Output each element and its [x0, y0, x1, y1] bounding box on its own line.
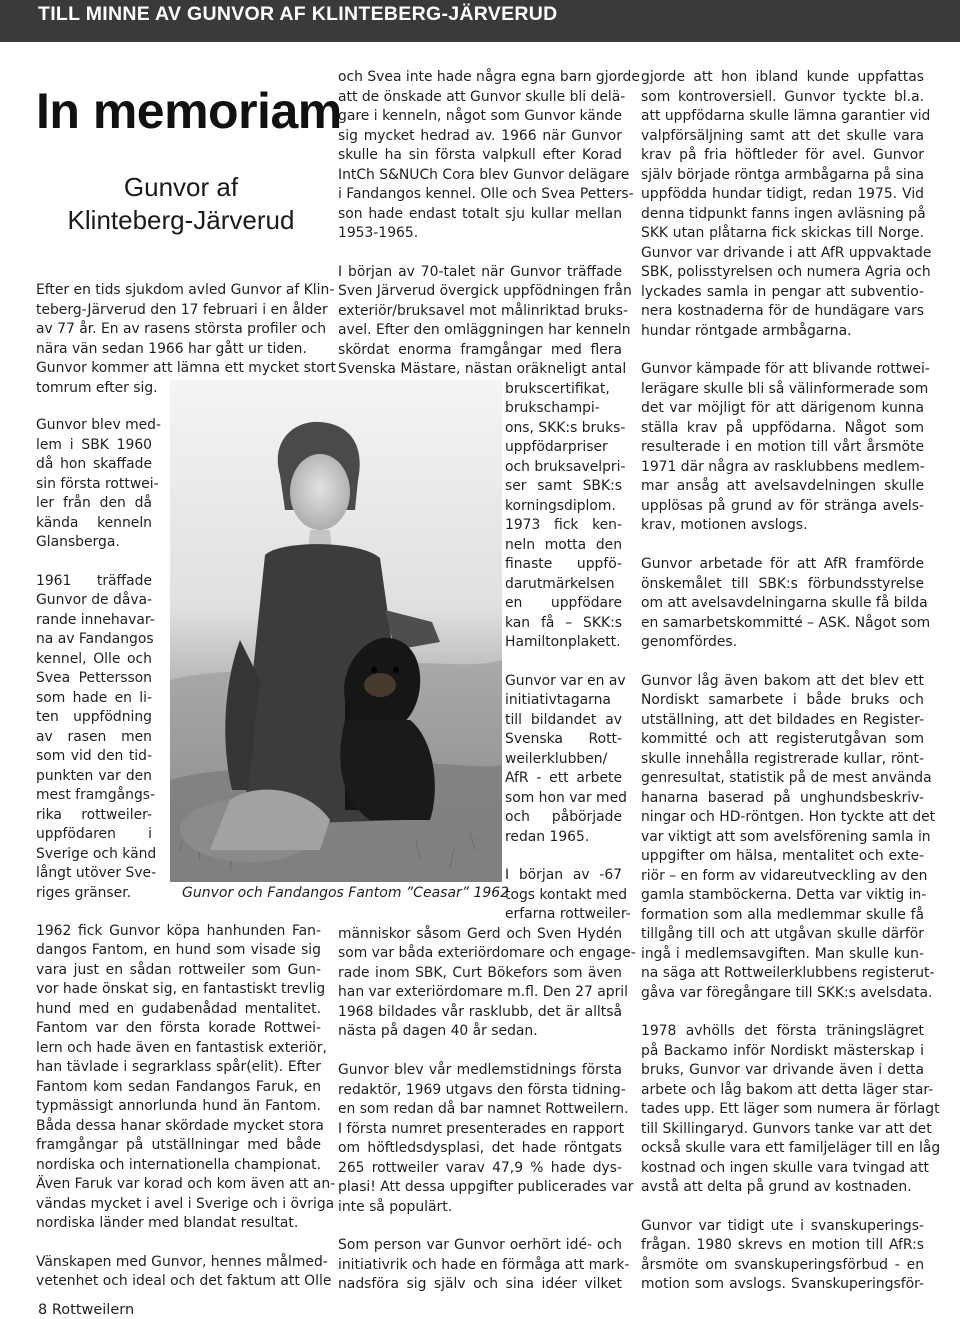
col2-narrow-line: weilerklubben/: [505, 751, 608, 767]
col3-line: Gunvor var drivande i att AfR uppvaktade: [641, 245, 932, 261]
col3-line: 1978 avhölls det första träningslägret: [641, 1023, 924, 1039]
photo-caption: Gunvor och Fandangos Fantom ”Ceasar” 1962: [182, 885, 510, 901]
col3-line: lerägare skulle bli så välinformerade som: [641, 381, 929, 397]
col2-narrow-line: kan få – SKK:s: [505, 615, 622, 631]
col3-line: som kontroversiell. Gunvor tyckte bl.a.: [641, 89, 924, 105]
col1-narrow-line: Gunvor de dåva-: [36, 592, 153, 608]
col1-bottom-line: han tävlade i segrarklass spår(elit). Efter: [36, 1059, 321, 1075]
col1-narrow-line: Sverige och känd: [36, 846, 157, 862]
col2-bottom-line: plasi! Att dessa uppgifter publicerades var: [338, 1179, 634, 1195]
col2-top-line: son hade endast totalt sju kullar mellan: [338, 206, 622, 222]
col1-narrow-line: Svea Pettersson: [36, 670, 152, 686]
col1-intro-line: Efter en tids sjukdom avled Gunvor af Klin-: [36, 282, 335, 298]
col3-line: gamla stamböckerna. Detta var viktig in-: [641, 887, 927, 903]
col2-top-line: I början av 70-talet när Gunvor träffade: [338, 264, 622, 280]
col1-narrow-line: riges gränser.: [36, 885, 132, 901]
col2-top-line: avel. Efter den omläggningen har kenneln: [338, 322, 631, 338]
col1-narrow-line: långt utöver Sve-: [36, 865, 157, 881]
col1-bottom-line: Fantom kom sedan Fandangos Faruk, en: [36, 1079, 321, 1095]
col2-narrow-line: erfarna rottweiler-: [505, 906, 631, 922]
col1-bottom-line: framgångar på utställningar med både: [36, 1137, 321, 1153]
col2-bottom-line: han var exteriördomare m.fl. Den 27 april: [338, 984, 629, 1000]
col3-line: utställning, att det bildades en Register-: [641, 712, 924, 728]
col1-narrow-line: lem i SBK 1960: [36, 437, 152, 453]
col2-bottom-line: Som person var Gunvor oerhört idé- och: [338, 1237, 622, 1253]
col1-narrow-line: ten uppfödning: [36, 709, 152, 725]
col1-bottom-line: hund med en gudabenådad mentalitet.: [36, 1001, 321, 1017]
col3-line: mar ansåg att avelsavdelningen skulle: [641, 478, 924, 494]
col2-narrow-line: som hon var med: [505, 790, 627, 806]
col3-line: Gunvor låg även bakom att det blev ett: [641, 673, 924, 689]
col3-line: ingå i medlemsavgiften. Man skulle kun-: [641, 946, 924, 962]
col3-line: krav, motionen avslogs.: [641, 517, 808, 533]
col3-line: nera kostnaderna för de hundägare vars: [641, 303, 924, 319]
col3-line: uppgifter om hälsa, mentalitet och exte-: [641, 848, 924, 864]
col3-line: motion som avslogs. Svanskuperingsför-: [641, 1276, 924, 1292]
col1-narrow-line: Gunvor blev med-: [36, 417, 161, 433]
col2-top-line: exteriör/bruksavel mot målinriktad bruks-: [338, 303, 629, 319]
col1-narrow-line: na av Fandangos: [36, 631, 154, 647]
col2-bottom-line: nästa på dagen 40 år sedan.: [338, 1023, 538, 1039]
col2-top-line: och Svea inte hade några egna barn gjorde: [338, 69, 640, 85]
col3-line: kommitté och att registerutgåvan som: [641, 731, 924, 747]
col2-top-line: att de önskade att Gunvor skulle bli delä-: [338, 89, 626, 105]
col3-line: det var möjligt för att därigenom kunna: [641, 400, 924, 416]
col1-narrow-line: av rasen men: [36, 729, 152, 745]
col3-line: också skulle vara ett familjeläger till en låg: [641, 1140, 941, 1156]
portrait-photo: [170, 380, 502, 882]
col1-bottom-line: 1962 fick Gunvor köpa hanhunden Fan-: [36, 923, 321, 939]
col3-line: genomfördes.: [641, 634, 738, 650]
col2-narrow-line: Hamiltonplakett.: [505, 634, 621, 650]
col3-line: Nordiskt samarbete i både bruks och: [641, 692, 924, 708]
col1-bottom-line: lern och hade även en fantastisk exteriör,: [36, 1040, 327, 1056]
col2-narrow-line: brukscertifikat,: [505, 381, 610, 397]
col1-narrow-line: mest framgångs-: [36, 787, 156, 803]
col2-top-line: 1953-1965.: [338, 225, 419, 241]
col2-narrow-line: ons, SKK:s bruks-: [505, 420, 626, 436]
col1-bottom-line: nordiska och internationella championat.: [36, 1157, 321, 1173]
col3-line: na säga att Rottweilerklubbens registerut-: [641, 965, 935, 981]
col1-bottom-line: Fantom var den första korade Rottwei-: [36, 1020, 321, 1036]
col2-bottom-line: om höftledsdysplasi, det hade röntgats: [338, 1140, 622, 1156]
col2-bottom-line: nadsföra sig själv och sina idéer vilket: [338, 1276, 622, 1292]
col2-bottom-line: människor såsom Gerd och Sven Hydén: [338, 926, 622, 942]
col3-line: gjorde att hon ibland kunde uppfattas: [641, 69, 924, 85]
page-number: 8 Rottweilern: [38, 1302, 135, 1318]
col3-line: skulle innehålla registrerade kullar, rönt-: [641, 751, 924, 767]
col3-line: gåva var föregångare till SKK:s avelsdata.: [641, 985, 933, 1001]
col2-narrow-line: en uppfödare: [505, 595, 622, 611]
col3-line: Gunvor arbetade för att AfR framförde: [641, 556, 924, 572]
col3-line: denna tidpunkt fanns ingen avläsning på: [641, 206, 926, 222]
col2-narrow-line: till bildandet av: [505, 712, 622, 728]
col3-line: uppfödda hundar tidigt, redan 1975. Vid: [641, 186, 924, 202]
col3-line: krav på fria höftleder för avel. Gunvor: [641, 147, 924, 163]
col3-line: ningar och HD-röntgen. Hon tyckte att det: [641, 809, 936, 825]
col2-narrow-line: initiativtagarna: [505, 692, 611, 708]
col3-line: ställa krav på uppfödarna. Något som: [641, 420, 924, 436]
col2-bottom-line: 1968 bildades vår rasklubb, det är alltså: [338, 1004, 622, 1020]
col1-intro-line: av 77 år. En av rasens största profiler och: [36, 321, 327, 337]
col3-line: kostnad och ingen skulle vara tvingad att: [641, 1160, 929, 1176]
page-title: In memoriam: [36, 83, 342, 139]
col1-narrow-line: kennel, Olle och: [36, 651, 152, 667]
photo-illustration: [170, 380, 502, 882]
col2-bottom-line: en som redan då bar namnet Rottweilern.: [338, 1101, 629, 1117]
col3-line: upplösas på grund av för stränga avels-: [641, 498, 924, 514]
col1-narrow-line: sin första rottwei-: [36, 476, 159, 492]
col3-line: formation som alla medlemmar skulle få: [641, 907, 924, 923]
col2-narrow-line: uppfödarpriser: [505, 439, 608, 455]
col1-bottom-line: Även Faruk var korad och kom även att an-: [36, 1176, 336, 1192]
col2-top-line: Sven Järverud övergick uppfödningen från: [338, 283, 632, 299]
col2-top-line: i Fandangos kennel. Olle och Svea Petters-: [338, 186, 634, 202]
col1-narrow-line: rande innehavar-: [36, 612, 155, 628]
col3-line: till Skillingaryd. Gunvors tanke var att det: [641, 1121, 932, 1137]
col3-line: resulterade i en motion till vårt årsmöte: [641, 439, 924, 455]
col1-narrow-line: uppfödaren i: [36, 826, 152, 842]
col2-narrow-line: korningsdiplom.: [505, 498, 616, 514]
col3-line: att uppfödarna skulle lämna garantier vid: [641, 108, 931, 124]
col3-line: årsmöte om svanskuperingsförbud - en: [641, 1257, 924, 1273]
col2-narrow-line: 1973 fick ken-: [505, 517, 622, 533]
col3-line: genresultat, statistik på de mest använda: [641, 770, 932, 786]
section-header-label: TILL MINNE AV GUNVOR AF KLINTEBERG-JÄRVERUD: [38, 3, 558, 25]
col3-line: själv började röntga armbågarna på sina: [641, 167, 924, 183]
col3-line: om att avelsavdelningarna skulle få bilda: [641, 595, 928, 611]
col2-top-line: gare i kenneln, något som Gunvor kände: [338, 108, 622, 124]
col2-narrow-line: och bruksavelpri-: [505, 459, 626, 475]
col1-intro-line: nära vän sedan 1966 har gått ur tiden.: [36, 341, 307, 357]
col1-narrow-line: 1961 träffade: [36, 573, 152, 589]
col1-intro-line: Gunvor kommer att lämna ett mycket stort: [36, 360, 336, 376]
col2-narrow-line: och påbörjade: [505, 809, 622, 825]
col3-line: riör – en form av vidareutveckling av den: [641, 868, 928, 884]
col2-narrow-line: brukschampi-: [505, 400, 600, 416]
col1-intro-line: tomrum efter sig.: [36, 380, 158, 396]
col1-bottom-line: vor hade önskat sig, en fantastiskt trevlig: [36, 981, 326, 997]
col2-narrow-line: neln motta den: [505, 537, 622, 553]
col3-line: lyckades samla in pengar att subventio-: [641, 284, 924, 300]
col3-line: frågan. 1980 skrevs en motion till AfR:s: [641, 1237, 924, 1253]
col1-bottom-line: vara just en sådan rottweiler som Gun-: [36, 962, 321, 978]
col2-bottom-line: inte så populärt.: [338, 1199, 453, 1215]
col3-line: en samarbetskommitté – ASK. Något som: [641, 615, 931, 631]
col2-narrow-line: Gunvor var en av: [505, 673, 626, 689]
col2-narrow-line: finaste uppfö-: [505, 556, 622, 572]
col2-narrow-line: Svenska Rott-: [505, 731, 622, 747]
col3-line: tades upp. Ett läger som numera är förlagt: [641, 1101, 940, 1117]
col1-bottom-line: Vänskapen med Gunvor, hennes målmed-: [36, 1254, 328, 1270]
section-header-bar: [0, 0, 960, 42]
col2-bottom-line: redaktör, 1969 utgavs den första tidning-: [338, 1082, 626, 1098]
col1-narrow-line: då hon skaffade: [36, 456, 152, 472]
col3-line: valpförsäljning samt att det skulle vara: [641, 128, 924, 144]
col2-bottom-line: som var båda exteriördomare och engage-: [338, 945, 636, 961]
col2-narrow-line: togs kontakt med: [505, 887, 628, 903]
col1-bottom-line: vändas mycket i avel i Sverige och i övriga: [36, 1196, 335, 1212]
col3-line: arbete och låg bakom att detta läger star-: [641, 1082, 934, 1098]
col3-line: på Backamo inför Nordiskt mästerskap i: [641, 1043, 924, 1059]
col1-bottom-line: dangos Fantom, en hund som visade sig: [36, 942, 321, 958]
col2-narrow-line: ser samt SBK:s: [505, 478, 622, 494]
col3-line: var viktigt att som avelsförening samla in: [641, 829, 931, 845]
col3-line: hundar röntgade armbågarna.: [641, 323, 852, 339]
subtitle-line-1: Gunvor af: [123, 172, 239, 202]
col1-intro-line: teberg-Järverud den 17 februari i en ålder: [36, 302, 328, 318]
col1-bottom-line: typmässigt annorlunda hund än Fantom.: [36, 1098, 321, 1114]
col3-line: tillgång till och att utgåvan skulle därför: [641, 926, 924, 942]
col2-top-line: Svenska Mästare, nästan oräkneligt antal: [338, 361, 627, 377]
col2-narrow-line: redan 1965.: [505, 829, 590, 845]
col1-narrow-line: som hade en li-: [36, 690, 152, 706]
col3-line: Gunvor kämpade för att blivande rottwei-: [641, 361, 930, 377]
col2-bottom-line: rade inom SBK, Curt Bökefors som även: [338, 965, 622, 981]
col2-narrow-line: darutmärkelsen: [505, 576, 615, 592]
col3-line: SKK utan plåtarna fick skickas till Norge.: [641, 225, 924, 241]
col1-narrow-line: ler från den då: [36, 495, 152, 511]
col1-bottom-line: vetenhet och ideal och det faktum att Olle: [36, 1273, 332, 1289]
col2-narrow-line: I början av -67: [505, 867, 622, 883]
col1-narrow-line: punkten var den: [36, 768, 152, 784]
subtitle-line-2: Klinteberg-Järverud: [67, 205, 295, 235]
col3-line: 1971 där några av rasklubbens medlem-: [641, 459, 925, 475]
col2-top-line: IntCh S&NUCh Cora blev Gunvor delägare: [338, 167, 630, 183]
col1-narrow-line: Glansberga.: [36, 534, 120, 550]
col2-bottom-line: 265 rottweiler varav 47,9 % hade dys-: [338, 1160, 622, 1176]
col2-bottom-line: initiativrik och hade en förmåga att mark-: [338, 1257, 630, 1273]
col3-line: avstå att delta på grund av kostnaden.: [641, 1179, 912, 1195]
col2-narrow-line: AfR - ett arbete: [505, 770, 622, 786]
col1-narrow-line: rika rottweiler-: [36, 807, 152, 823]
col3-line: hanarna baserad på unghundsbeskriv-: [641, 790, 924, 806]
col1-narrow-line: som vid den tid-: [36, 748, 152, 764]
col2-top-line: sig mycket hedrad av. 1966 när Gunvor: [338, 128, 622, 144]
col1-bottom-line: Båda dessa hanar skördade mycket stora: [36, 1118, 324, 1134]
col2-bottom-line: I första numret presenterades en rapport: [338, 1121, 625, 1137]
col3-line: Gunvor var tidigt ute i svanskuperings-: [641, 1218, 924, 1234]
col1-narrow-line: kända kenneln: [36, 515, 152, 531]
col2-top-line: skulle ha sin första valpkull efter Korad: [338, 147, 622, 163]
col2-bottom-line: Gunvor blev vår medlemstidnings första: [338, 1062, 622, 1078]
col1-bottom-line: nordiska länder med blandat resultat.: [36, 1215, 299, 1231]
col3-line: önskemålet till SBK:s förbundsstyrelse: [641, 576, 924, 592]
col3-line: SBK, polisstyrelsen och numera Agria och: [641, 264, 931, 280]
col2-top-line: skördat enorma framgångar med flera: [338, 342, 622, 358]
col3-line: bruks, Gunvor var drivande även i detta: [641, 1062, 924, 1078]
